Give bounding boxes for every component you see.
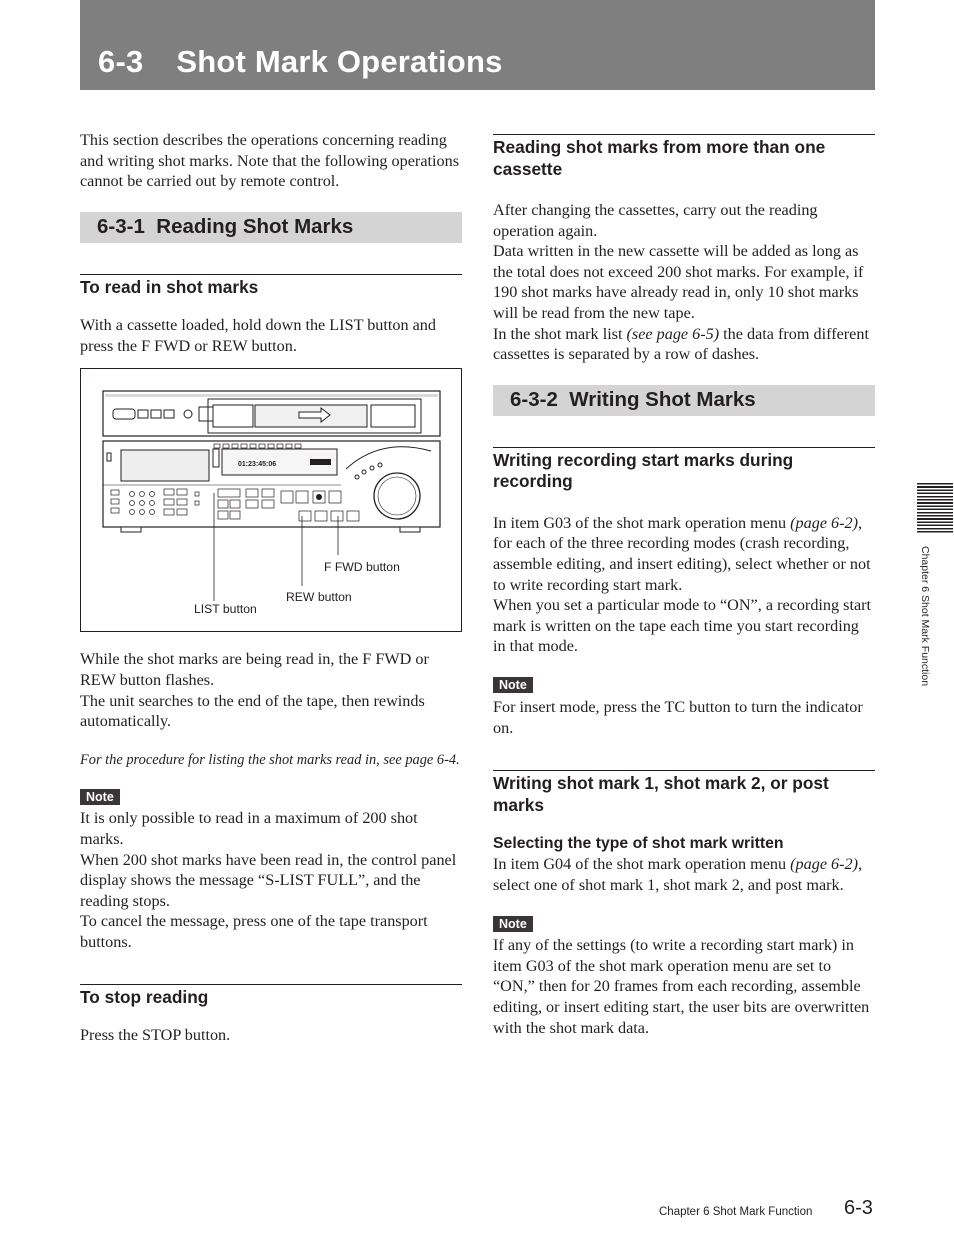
cross-reference: For the procedure for listing the shot marks read in, see page 6-4. — [80, 751, 460, 768]
page-reference: (see page 6-5) — [626, 324, 720, 343]
read-paragraph: With a cassette loaded, hold down the LIST button and press the F FWD or REW button. — [80, 316, 436, 355]
footer-chapter-label: Chapter 6 Shot Mark Function — [659, 1206, 813, 1218]
note-label-3: Note — [493, 916, 533, 932]
rec-page-reference: (page 6-2) — [790, 513, 859, 532]
vtr-illustration — [81, 369, 461, 631]
note-paragraph-2: When 200 shot marks have been read in, the control panel display shows the message “S-LIST FULL”, and the reading stops. — [80, 850, 457, 910]
section-number: 6-3 — [98, 44, 144, 79]
section-heading-box — [80, 212, 462, 243]
callout-list: LIST button — [194, 602, 257, 617]
page-title — [98, 44, 503, 80]
callout-f-fwd: F FWD button — [324, 560, 400, 575]
vtr-front-panel-figure — [80, 368, 462, 632]
section-heading-2-title: Writing Shot Marks — [569, 387, 756, 411]
multi-text-c: the data from different cassettes is separated by a row of dashes. — [493, 324, 869, 364]
section-heading-number: 6-3-1 — [97, 214, 145, 238]
recording-paragraph-2: When you set a particular mode to “ON”, a recording start mark is written on the tape each time you start recording in that mode. — [493, 596, 872, 656]
note-label-2: Note — [493, 677, 533, 693]
right-column — [493, 134, 875, 1038]
section-heading-2 — [510, 388, 756, 412]
section-heading — [97, 215, 353, 239]
rec-text-c: , for each of the three recording modes (crash recording, assemble editing, and insert editing), select whether or not to write recording start mark. — [493, 513, 871, 594]
note-paragraph-3: To cancel the message, press one of the tape transport buttons. — [80, 912, 428, 951]
sel-text-c: , select one of shot mark 1, shot mark 2, and post mark. — [493, 855, 863, 894]
multi-text-a: In the shot mark list — [493, 324, 627, 343]
section-heading-box-2 — [493, 385, 875, 416]
subheading-stop: To stop reading — [80, 984, 462, 1009]
multi-paragraph-3 — [493, 324, 875, 365]
page-number: 6-3 — [844, 1197, 873, 1219]
subheading-recording-start: Writing recording start marks during recording — [493, 447, 875, 493]
note-final-paragraph: If any of the settings (to write a recording start mark) in item G03 of the shot mark operation menu are set to “ON,” then for 20 frames from each recording, assemble editing, or insert editing start, the user bits are overwritten with the shot mark data. — [493, 936, 870, 1037]
callout-rew: REW button — [286, 590, 352, 605]
note-label: Note — [80, 789, 120, 805]
multi-paragraph-2: Data written in the new cassette will be added as long as the total does not exceed 200 shot marks. For example, if 190 shot marks have already read in, only 10 shot marks will be read from the new tape. — [493, 242, 864, 322]
subheading-read: To read in shot marks — [80, 274, 462, 299]
stop-paragraph: Press the STOP button. — [80, 1026, 231, 1045]
left-column — [80, 130, 462, 1046]
subheading-shot-mark: Writing shot mark 1, shot mark 2, or post marks — [493, 770, 875, 816]
subheading-multi-cassette: Reading shot marks from more than one cassette — [493, 134, 875, 180]
multi-paragraph-1: After changing the cassettes, carry out the reading operation again. — [493, 201, 818, 240]
section-title: Shot Mark Operations — [176, 44, 503, 79]
intro-paragraph: This section describes the operations concerning reading and writing shot marks. Note that the following operations cannot be carried out by remote control. — [80, 131, 459, 191]
subheading-select-type: Selecting the type of shot mark written — [493, 835, 784, 853]
rec-text-a: In item G03 of the shot mark operation menu — [493, 513, 791, 532]
note-insert-paragraph: For insert mode, press the TC button to turn the indicator on. — [493, 697, 863, 737]
select-paragraph — [493, 854, 875, 895]
timecode-readout: 01:23:45:06 — [238, 461, 277, 469]
chapter-header-bar — [80, 0, 875, 90]
note-paragraph-1: It is only possible to read in a maximum of 200 shot marks. — [80, 809, 418, 849]
section-heading-title: Reading Shot Marks — [156, 214, 354, 238]
side-chapter-label: Chapter 6 Shot Mark Function — [919, 546, 931, 687]
sel-page-reference: (page 6-2) — [790, 855, 859, 874]
reading-flash-paragraph: While the shot marks are being read in, the F FWD or REW button flashes. — [80, 650, 429, 690]
sel-text-a: In item G04 of the shot mark operation menu — [493, 855, 791, 874]
rewind-paragraph: The unit searches to the end of the tape, then rewinds automatically. — [80, 691, 425, 731]
section-heading-2-number: 6-3-2 — [510, 387, 558, 411]
recording-paragraph-1 — [493, 513, 875, 595]
chapter-thumb-tab — [917, 483, 953, 533]
